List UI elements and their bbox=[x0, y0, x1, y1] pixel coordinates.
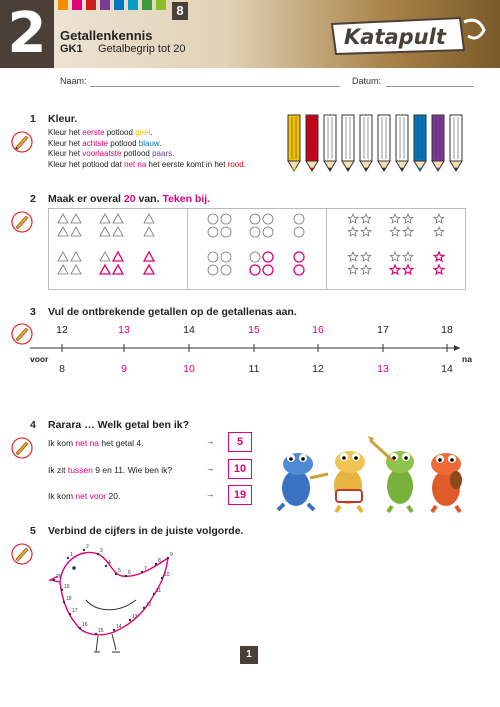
triangle bbox=[113, 227, 123, 236]
dot bbox=[79, 627, 81, 629]
circle bbox=[294, 214, 304, 224]
circle bbox=[250, 227, 260, 237]
triangle bbox=[144, 227, 154, 236]
circle bbox=[294, 227, 304, 237]
star bbox=[361, 214, 371, 223]
bottom-number: 14 bbox=[441, 363, 453, 375]
star bbox=[390, 265, 400, 274]
star bbox=[403, 214, 413, 223]
dot-label: 14 bbox=[116, 624, 122, 630]
dot bbox=[105, 565, 107, 567]
date-label: Datum: bbox=[352, 76, 382, 86]
circle bbox=[263, 265, 273, 275]
pencil-icon bbox=[10, 542, 34, 566]
riddle-1: Ik kom net na het getal 4. bbox=[48, 438, 144, 448]
bird-eye bbox=[72, 566, 76, 570]
number-line bbox=[30, 338, 470, 358]
triangle bbox=[58, 252, 68, 261]
pencil[interactable] bbox=[306, 115, 318, 171]
pencil[interactable] bbox=[324, 115, 336, 171]
bird-outline bbox=[60, 552, 168, 634]
pencil-icon bbox=[10, 130, 34, 154]
circle bbox=[250, 214, 260, 224]
star bbox=[403, 227, 413, 236]
circle bbox=[250, 252, 260, 262]
exercise-1-number: 1 bbox=[30, 113, 36, 125]
exercise-2-number: 2 bbox=[30, 193, 36, 205]
circle bbox=[221, 265, 231, 275]
top-number: 18 bbox=[441, 324, 453, 336]
star bbox=[434, 214, 444, 223]
bird-wing bbox=[86, 600, 136, 610]
triangle bbox=[113, 214, 123, 223]
triangle bbox=[113, 252, 123, 261]
star bbox=[434, 252, 444, 261]
name-field[interactable] bbox=[90, 86, 340, 87]
grade-badge: 2 bbox=[0, 0, 54, 68]
chapter-subtitle: Getalbegrip tot 20 bbox=[98, 43, 186, 55]
triangle bbox=[58, 227, 68, 236]
dot-label: 6 bbox=[128, 570, 131, 576]
exercise-4-number: 4 bbox=[30, 419, 36, 431]
answer-box-3[interactable]: 19 bbox=[228, 485, 252, 505]
frog-blue bbox=[278, 453, 328, 510]
star bbox=[390, 214, 400, 223]
top-number[interactable]: 13 bbox=[118, 324, 130, 336]
logo-text: Katapult bbox=[344, 25, 446, 49]
dot-label: 9 bbox=[170, 552, 173, 558]
bottom-number[interactable]: 10 bbox=[183, 363, 195, 375]
dot-label: 5 bbox=[118, 568, 121, 574]
triangle bbox=[100, 214, 110, 223]
circle bbox=[208, 214, 218, 224]
color-swatch bbox=[156, 0, 166, 10]
pencil-icon bbox=[10, 436, 34, 460]
circle bbox=[250, 265, 260, 275]
dot bbox=[143, 607, 145, 609]
dot bbox=[69, 613, 71, 615]
color-swatch bbox=[128, 0, 138, 10]
star bbox=[348, 214, 358, 223]
star bbox=[434, 227, 444, 236]
frog-drummer bbox=[334, 451, 365, 512]
triangle bbox=[113, 265, 123, 274]
dot-label: 7 bbox=[144, 566, 147, 572]
instruction-line-4: Kleur het potlood dat net na het eerste komt in het rood. bbox=[48, 159, 246, 169]
instruction-line-1: Kleur het eerste potlood geel. bbox=[48, 128, 153, 137]
circle bbox=[208, 227, 218, 237]
triangle bbox=[144, 265, 154, 274]
dot-to-dot-bird[interactable] bbox=[40, 540, 200, 662]
dot-label: 13 bbox=[132, 614, 138, 620]
instruction-line-2: Kleur het achtste potlood blauw. bbox=[48, 138, 162, 148]
circle bbox=[208, 265, 218, 275]
circle bbox=[294, 252, 304, 262]
page-title: Getallenkennis bbox=[60, 28, 153, 43]
triangle bbox=[71, 227, 81, 236]
triangle bbox=[113, 252, 123, 261]
exercise-1-instructions bbox=[48, 128, 288, 170]
pencil[interactable] bbox=[360, 115, 372, 171]
dot bbox=[125, 575, 127, 577]
date-field[interactable] bbox=[386, 86, 474, 87]
bird-legs bbox=[94, 634, 120, 652]
top-number[interactable]: 15 bbox=[248, 324, 260, 336]
circle bbox=[221, 227, 231, 237]
dot bbox=[115, 573, 117, 575]
circle bbox=[221, 214, 231, 224]
triangle bbox=[71, 214, 81, 223]
dot-label: 19 bbox=[64, 584, 70, 590]
bottom-number: 11 bbox=[248, 363, 260, 375]
dot-label: 10 bbox=[164, 572, 170, 578]
dot-label: 1 bbox=[70, 552, 73, 558]
dot bbox=[67, 557, 69, 559]
frog-trumpeter bbox=[368, 436, 414, 512]
exercise-3-number: 3 bbox=[30, 306, 36, 318]
dot bbox=[129, 619, 131, 621]
name-label: Naam: bbox=[60, 76, 87, 86]
arrow-1: → bbox=[206, 436, 215, 446]
star bbox=[403, 252, 413, 261]
katapult-logo bbox=[330, 14, 490, 56]
dot bbox=[97, 553, 99, 555]
pencil-row bbox=[284, 113, 474, 175]
dot-label: 15 bbox=[98, 628, 104, 634]
star bbox=[361, 265, 371, 274]
dot-label: 20 bbox=[56, 574, 62, 580]
dot-label: 4 bbox=[108, 560, 111, 566]
chapter-code: GK1 bbox=[60, 43, 83, 55]
top-number[interactable]: 16 bbox=[312, 324, 324, 336]
arrow-2: → bbox=[206, 463, 215, 473]
triangle bbox=[144, 252, 154, 261]
dot bbox=[153, 593, 155, 595]
dot-label: 3 bbox=[100, 548, 103, 554]
circle bbox=[221, 252, 231, 262]
dot bbox=[161, 577, 163, 579]
dot-label: 11 bbox=[156, 588, 162, 594]
label-na: na bbox=[462, 354, 472, 364]
pencil[interactable] bbox=[288, 115, 300, 171]
dot-label: 17 bbox=[72, 608, 78, 614]
color-swatch bbox=[86, 0, 96, 10]
instruction-line-3: Kleur het voorlaatste potlood paars. bbox=[48, 149, 175, 158]
star bbox=[390, 252, 400, 261]
exercise-5-title: Verbind de cijfers in de juiste volgorde. bbox=[48, 525, 244, 537]
star bbox=[348, 252, 358, 261]
top-number: 14 bbox=[183, 324, 195, 336]
dot-label: 8 bbox=[158, 558, 161, 564]
triangle bbox=[100, 252, 110, 261]
riddle-2: Ik zit tussen 9 en 11. Wie ben ik? bbox=[48, 465, 173, 475]
triangle bbox=[100, 265, 110, 274]
bottom-number: 12 bbox=[312, 363, 324, 375]
triangle bbox=[71, 265, 81, 274]
circle bbox=[263, 227, 273, 237]
arrow-3: → bbox=[206, 489, 215, 499]
dot bbox=[167, 557, 169, 559]
color-swatch bbox=[142, 0, 152, 10]
top-number: 12 bbox=[56, 324, 68, 336]
answer-box-1[interactable]: 5 bbox=[228, 432, 252, 452]
triangle bbox=[58, 214, 68, 223]
badge-number: 8 bbox=[172, 2, 188, 20]
star bbox=[348, 227, 358, 236]
triangle bbox=[58, 265, 68, 274]
dot-label: 2 bbox=[86, 544, 89, 550]
pencil[interactable] bbox=[396, 115, 408, 171]
triangle bbox=[144, 252, 154, 261]
label-voor: voor bbox=[30, 354, 49, 364]
shape-groups bbox=[48, 208, 466, 290]
circle bbox=[263, 252, 273, 262]
bottom-number[interactable]: 13 bbox=[377, 363, 389, 375]
pencil[interactable] bbox=[450, 115, 462, 171]
color-swatch bbox=[58, 0, 68, 10]
exercise-3-title: Vul de ontbrekende getallen op de getallenas aan. bbox=[48, 306, 297, 318]
star bbox=[348, 265, 358, 274]
star bbox=[390, 227, 400, 236]
pencil[interactable] bbox=[414, 115, 426, 171]
answer-box-2[interactable]: 10 bbox=[228, 459, 252, 479]
circle bbox=[208, 252, 218, 262]
dot bbox=[113, 629, 115, 631]
star bbox=[434, 265, 444, 274]
star bbox=[361, 227, 371, 236]
triangle bbox=[71, 252, 81, 261]
dot bbox=[95, 633, 97, 635]
dot bbox=[155, 563, 157, 565]
exercise-4-title: Rarara … Welk getal ben ik? bbox=[48, 419, 190, 431]
dot-label: 18 bbox=[66, 596, 72, 602]
bottom-number[interactable]: 9 bbox=[121, 363, 127, 375]
exercise-5-number: 5 bbox=[30, 525, 36, 537]
color-swatch bbox=[100, 0, 110, 10]
frog-violinist bbox=[431, 453, 462, 512]
pencil[interactable] bbox=[342, 115, 354, 171]
pencil-icon bbox=[10, 210, 34, 234]
pencil[interactable] bbox=[432, 115, 444, 171]
dot-label: 16 bbox=[82, 622, 88, 628]
page-number: 1 bbox=[240, 646, 258, 664]
color-swatch bbox=[72, 0, 82, 10]
riddle-3: Ik kom net voor 20. bbox=[48, 491, 121, 501]
dot bbox=[61, 589, 63, 591]
circle bbox=[294, 265, 304, 275]
dot bbox=[53, 579, 55, 581]
top-number: 17 bbox=[377, 324, 389, 336]
dot-label: 12 bbox=[146, 602, 152, 608]
dot bbox=[141, 571, 143, 573]
pencil[interactable] bbox=[378, 115, 390, 171]
exercise-2-title: Maak er overal 20 van. Teken bij. bbox=[48, 193, 211, 205]
bottom-number: 8 bbox=[59, 363, 65, 375]
triangle bbox=[144, 214, 154, 223]
exercise-1-title: Kleur. bbox=[48, 113, 78, 125]
circle bbox=[263, 214, 273, 224]
star bbox=[403, 265, 413, 274]
dot bbox=[83, 549, 85, 551]
color-swatch bbox=[114, 0, 124, 10]
dot bbox=[63, 601, 65, 603]
triangle bbox=[100, 227, 110, 236]
star bbox=[361, 252, 371, 261]
frog-band-illustration bbox=[270, 428, 470, 516]
